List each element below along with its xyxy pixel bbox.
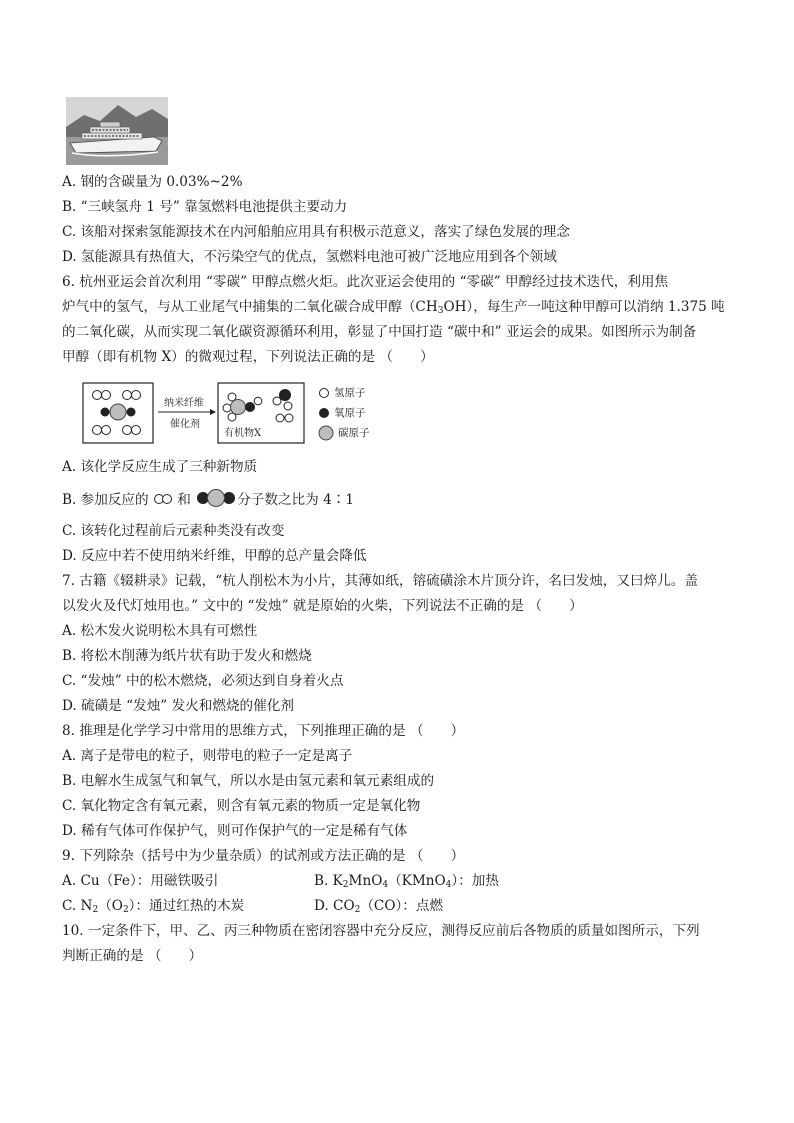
q7-stem-line1: 7. 古籍《辍耕录》记载，“杭人削松木为小片，其薄如纸，镕硫磺涂木片顶分许，名曰发烛，又曰焠儿。盖	[62, 573, 698, 589]
q6-stem-line1: 6. 杭州亚运会首次利用 “零碳” 甲醇点燃火炬。此次亚运会使用的 “零碳” 甲醇经过技术迭代，利用焦	[62, 274, 669, 290]
q6-stem-line2	[62, 298, 725, 316]
q9-b-sub2: 4	[382, 880, 389, 890]
atom-legend	[318, 383, 370, 443]
q9-b-part3: （KMnO	[388, 873, 446, 889]
hydrogen-molecule-icon	[153, 492, 173, 510]
q9-b-part1: B. K	[314, 873, 343, 889]
q6-line2-part-a: 炉气中的氢气，与从工业尾气中捕集的二氧化碳合成甲醇（CH	[62, 299, 438, 315]
q7-option-c: C. “发烛” 中的松木燃烧，必须达到自身着火点	[62, 673, 344, 689]
q9-c-part1: C. N	[62, 898, 93, 914]
q6-line2-part-b: OH），每生产一吨这种甲醇可以消纳 1.375 吨	[443, 299, 725, 315]
q10-stem-line1: 10. 一定条件下，甲、乙、丙三种物质在密闭容器中充分反应，测得反应前后各物质的质量如图所示，下列	[62, 923, 700, 939]
product-label: 有机物X	[224, 428, 262, 439]
q8-option-d: D. 稀有气体可作保护气，则可作保护气的一定是稀有气体	[62, 823, 408, 839]
legend-hydrogen: 氢原子	[334, 387, 366, 399]
q8-option-b: B. 电解水生成氢气和氧气，所以水是由氢元素和氧元素组成的	[62, 773, 435, 789]
q9-c-part3: ）：通过红热的木炭	[128, 898, 245, 914]
q9-option-d	[314, 897, 443, 915]
q9-b-part4: ）：加热	[451, 873, 499, 889]
q10-stem-line2: 判断正确的是 （ ）	[62, 948, 203, 964]
q6-option-b-and: 和	[177, 492, 191, 508]
q8-stem: 8. 推理是化学学习中常用的思维方式，下列推理正确的是 （ ）	[62, 723, 465, 739]
q8-option-a: A. 离子是带电的粒子，则带电的粒子一定是离子	[62, 748, 353, 764]
arrow-label-top: 纳米纤维	[164, 398, 204, 409]
q6-option-c: C. 该转化过程前后元素种类没有改变	[62, 523, 285, 539]
q6-line2-subscript: 3	[437, 306, 444, 316]
q9-option-b	[314, 872, 499, 890]
q9-d-sub1: 2	[354, 905, 361, 915]
q5-option-d: D. 氢能源具有热值大，不污染空气的优点，氢燃料电池可被广泛地应用到各个领域	[62, 249, 557, 265]
q9-c-sub2: 2	[122, 905, 129, 915]
q5-option-c: C. 该船对探索氢能源技术在内河船舶应用具有积极示范意义，落实了绿色发展的理念	[62, 224, 570, 240]
q9-stem: 9. 下列除杂（括号中为少量杂质）的试剂或方法正确的是 （ ）	[62, 848, 465, 864]
q9-option-a: A. Cu（Fe）：用磁铁吸引	[62, 873, 219, 889]
q7-option-b: B. 将松木削薄为纸片状有助于发火和燃烧	[62, 648, 312, 664]
q7-stem-line2: 以发火及代灯烛用也。” 文中的 “发烛” 就是原始的火柴，下列说法不正确的是 （ ）	[62, 598, 583, 614]
q6-stem-line3: 的二氧化碳，从而实现二氧化碳资源循环利用，彰显了中国打造 “碳中和” 亚运会的成果。如图所示为制备	[62, 324, 697, 340]
q5-option-a: A. 钢的含碳量为 0.03%~2%	[62, 174, 243, 190]
q6-option-b	[62, 489, 354, 512]
q7-option-a: A. 松木发火说明松木具有可燃性	[62, 623, 258, 639]
q6-option-d: D. 反应中若不使用纳米纤维，甲醇的总产量会降低	[62, 548, 367, 564]
ship-photo	[66, 97, 168, 165]
q9-c-part2: （O	[98, 898, 123, 914]
carbon-dioxide-molecule-icon	[195, 489, 237, 512]
q9-b-part2: MnO	[348, 873, 383, 889]
q6-option-b-suffix: 分子数之比为 4∶1	[237, 492, 354, 508]
arrow-label-bottom: 催化剂	[170, 419, 200, 430]
q7-option-d: D. 硫磺是 “发烛” 发火和燃烧的催化剂	[62, 698, 294, 714]
q6-option-b-prefix: B. 参加反应的	[62, 492, 149, 508]
q9-c-sub1: 2	[92, 905, 99, 915]
legend-oxygen: 氧原子	[334, 407, 366, 419]
q6-option-a: A. 该化学反应生成了三种新物质	[62, 459, 258, 475]
q6-stem-line4: 甲醇（即有机物 X）的微观过程，下列说法正确的是 （ ）	[62, 349, 434, 365]
q9-d-part1: D. CO	[314, 898, 355, 914]
legend-carbon: 碳原子	[338, 427, 370, 439]
q9-d-part2: （CO）：点燃	[360, 898, 444, 914]
q9-b-sub3: 4	[445, 880, 452, 890]
q9-option-c	[62, 897, 244, 915]
q5-option-b: B. “三峡氢舟 1 号” 靠氢燃料电池提供主要动力	[62, 199, 348, 215]
q8-option-c: C. 氧化物定含有氧元素，则含有氧元素的物质一定是氧化物	[62, 798, 421, 814]
q9-b-sub1: 2	[342, 880, 349, 890]
